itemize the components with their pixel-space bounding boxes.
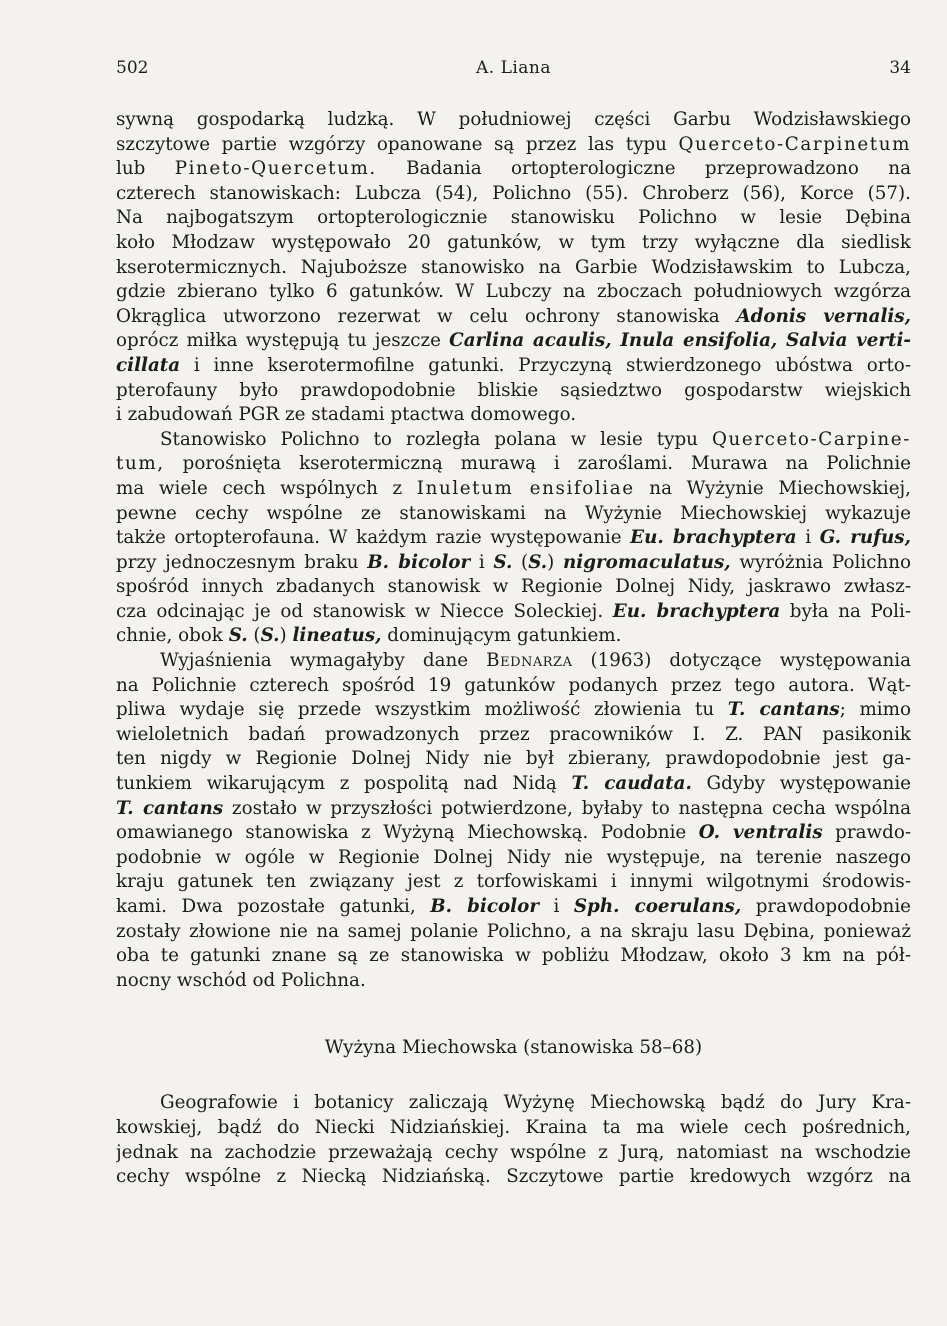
text-line: ma wiele cech wspólnych z Inuletum ensifoliae na Wyżynie Miechowskiej, [116,477,911,499]
text-line: sywną gospodarką ludzką. W południowej części Garbu Wodzisławskiego [116,109,911,130]
paragraph-4 [116,1091,911,1189]
text-line: kserotermicznych. Najuboższe stanowisko na Garbie Wodzisławskim to Lubcza, [116,256,911,278]
running-head: A. Liana [475,58,552,78]
text-line: wieloletnich badań prowadzonych przez pracowników I. Z. PAN pasikonik [116,723,911,745]
text-line: tum, porośnięta kserotermiczną murawą i zaroślami. Murawa na Polichnie [116,453,911,475]
text-line: czterech stanowiskach: Lubcza (54), Polichno (55). Chroberz (56), Korce (57). [116,182,911,204]
text-line: na Polichnie czterech spośród 19 gatunków podanych przez tego autora. Wąt- [116,674,911,696]
page [116,58,911,1190]
text-line: gdzie zbierano tylko 6 gatunków. W Lubczy na zboczach południowych wzgórza [116,281,911,303]
text-line: ten nigdy w Regionie Dolnej Nidy nie był zbierany, prawdopodobnie jest ga- [116,748,911,770]
text-line: chnie, obok S. (S.) lineatus, dominującym gatunkiem. [116,625,622,647]
text-line: cechy wspólne z Niecką Nidziańską. Szczytowe partie kredowych wzgórz na [116,1166,911,1188]
text-line: omawianego stanowiska z Wyżyną Miechowską. Podobnie O. ventralis prawdo- [116,822,911,844]
text-line: pterofauny było prawdopodobnie bliskie sąsiedztwo gospodarstw wiejskich [116,379,911,401]
text-line: podobnie w ogóle w Regionie Dolnej Nidy nie występuje, na terenie naszego [116,846,911,868]
text-line: Wyjaśnienia wymagałyby dane Bednarza (1963) dotyczące występowania [160,650,911,672]
text-line: Geografowie i botanicy zaliczają Wyżynę Miechowską bądź do Jury Kra- [160,1092,911,1114]
text-line: nocny wschód od Polichna. [116,969,366,991]
text-line: oprócz miłka występują tu jeszcze Carlina acaulis, Inula ensifolia, Salvia verti- [116,330,911,352]
running-header [116,58,911,88]
text-line: T. cantans zostało w przyszłości potwierdzone, byłaby to następna cecha wspólna [116,797,911,819]
text-line: spośród innych zbadanych stanowisk w Regionie Dolnej Nidy, jaskrawo zwłasz- [116,576,911,598]
paragraph-2 [116,428,911,649]
page-number-left: 502 [116,58,149,78]
text-line: Okrąglica utworzono rezerwat w celu ochrony stanowiska Adonis vernalis, [116,305,911,327]
text-line: kowskiej, bądź do Niecki Nidziańskiej. Kraina ta ma wiele cech pośrednich, [116,1116,911,1138]
text-line: lub Pineto-Quercetum. Badania ortopterologiczne przeprowadzono na [116,158,911,180]
text-line: przy jednoczesnym braku B. bicolor i S. (S.) nigromaculatus, wyróżnia Polichno [116,551,911,573]
paragraph-3 [116,649,911,993]
text-line: i zabudowań PGR ze stadami ptactwa domowego. [116,404,577,426]
text-line: Stanowisko Polichno to rozległa polana w lesie typu Querceto-Carpine- [160,428,911,450]
text-line: Na najbogatszym ortopterologicznie stanowisku Polichno w lesie Dębina [116,207,911,229]
text-line: także ortopterofauna. W każdym razie występowanie Eu. brachyptera i G. rufus, [116,527,911,549]
text-line: kami. Dwa pozostałe gatunki, B. bicolor i Sph. coerulans, prawdopodobnie [116,896,911,917]
page-number-right: 34 [889,58,911,78]
text-line: pliwa wydaje się przede wszystkim możliwość złowienia tu T. cantans; mimo [116,699,911,721]
text-line: zostały złowione nie na samej polanie Polichno, a na skraju lasu Dębina, ponieważ [116,920,911,942]
text-line: jednak na zachodzie przeważają cechy wspólne z Jurą, natomiast na wschodzie [116,1141,911,1163]
text-line: szczytowe partie wzgórzy opanowane są przez las typu Querceto-Carpinetum [116,133,911,155]
text-line: pewne cechy wspólne ze stanowiskami na Wyżynie Miechowskiej wykazuje [116,502,911,524]
section-heading: Wyżyna Miechowska (stanowiska 58–68) [324,1037,703,1059]
text-line: cillata i inne kserotermofilne gatunki. Przyczyną stwierdzonego ubóstwa orto- [116,354,911,376]
paragraph-1 [116,108,911,428]
text-line: tunkiem wikarującym z pospolitą nad Nidą T. caudata. Gdyby występowanie [116,773,911,795]
text-line: kraju gatunek ten związany jest z torfowiskami i innymi wilgotnymi środowis- [116,871,911,893]
article-body [116,108,911,1190]
text-line: cza odcinając je od stanowisk w Niecce Soleckiej. Eu. brachyptera była na Poli- [116,600,911,622]
text-line: koło Młodzaw występowało 20 gatunków, w tym trzy wyłączne dla siedlisk [116,231,911,253]
text-line: oba te gatunki znane są ze stanowiska w pobliżu Młodzaw, około 3 km na pół- [116,945,911,967]
